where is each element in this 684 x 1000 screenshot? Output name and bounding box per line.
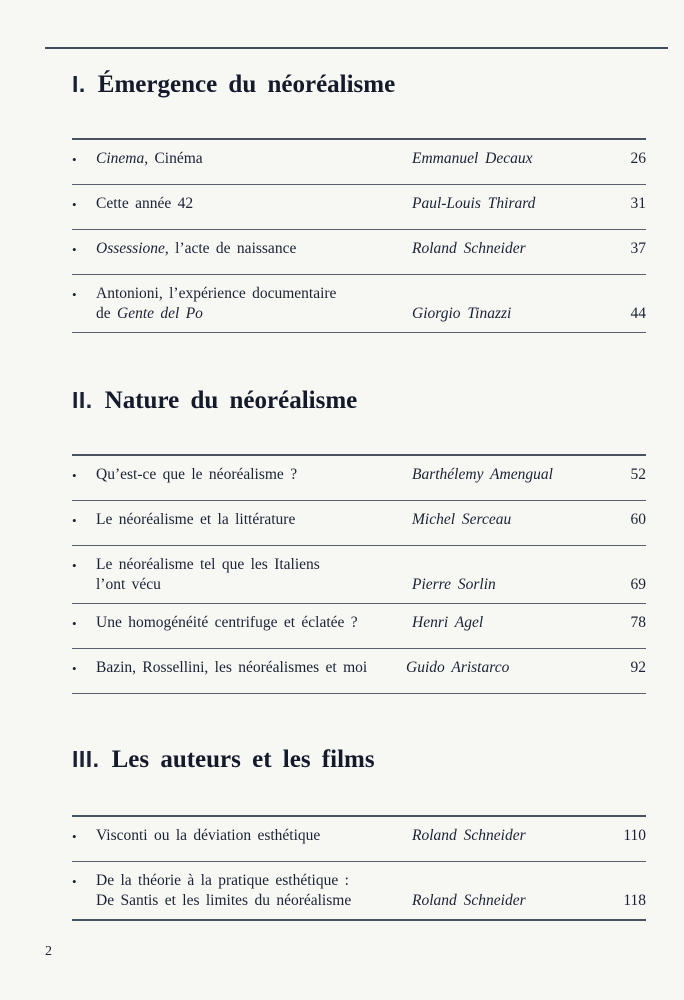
entry-title: Visconti ou la déviation esthétique xyxy=(96,827,321,844)
entry-title xyxy=(96,555,412,595)
entry-page-number[interactable]: 26 xyxy=(630,150,646,167)
toc-section-3 xyxy=(72,815,646,921)
entry-rule xyxy=(72,693,646,694)
bullet-icon: • xyxy=(72,874,77,889)
section-title: Émergence du néoréalisme xyxy=(97,71,396,98)
section-numeral: III. xyxy=(72,746,100,772)
bullet-icon: • xyxy=(72,152,77,167)
toc-entry[interactable] xyxy=(72,456,646,500)
toc-entry[interactable] xyxy=(72,546,646,603)
section-numeral: I. xyxy=(72,71,86,97)
bullet-icon: • xyxy=(72,513,77,528)
entry-author: Roland Schneider xyxy=(412,240,526,257)
entry-page-number[interactable]: 60 xyxy=(630,511,646,528)
entry-author: Giorgio Tinazzi xyxy=(412,305,512,322)
entry-author: Roland Schneider xyxy=(412,892,526,909)
section-numeral: II. xyxy=(72,387,93,413)
entry-page-number[interactable]: 92 xyxy=(630,659,646,676)
section-heading-3 xyxy=(72,746,375,774)
entry-author: Barthélemy Amengual xyxy=(412,466,553,483)
bullet-icon: • xyxy=(72,829,77,844)
entry-title xyxy=(96,284,412,324)
entry-author: Pierre Sorlin xyxy=(412,576,496,593)
bullet-icon: • xyxy=(72,468,77,483)
page-top-rule xyxy=(45,47,668,49)
bullet-icon: • xyxy=(72,616,77,631)
entry-title xyxy=(96,239,412,259)
entry-title-italic-part: Ossessione xyxy=(96,240,165,257)
entry-page-number[interactable]: 110 xyxy=(623,827,646,844)
bullet-icon: • xyxy=(72,242,77,257)
toc-entry[interactable] xyxy=(72,275,646,332)
entry-title: Le néoréalisme et la littérature xyxy=(96,511,296,528)
toc-entry[interactable] xyxy=(72,817,646,861)
entry-author: Henri Agel xyxy=(412,614,484,631)
entry-author: Paul-Louis Thirard xyxy=(412,195,536,212)
section-title: Nature du néoréalisme xyxy=(104,387,358,414)
entry-page-number[interactable]: 78 xyxy=(630,614,646,631)
toc-section-2 xyxy=(72,454,646,694)
entry-title-part: , Cinéma xyxy=(144,150,203,167)
bullet-icon: • xyxy=(72,197,77,212)
entry-author: Michel Serceau xyxy=(412,511,512,528)
bullet-icon: • xyxy=(72,287,77,302)
entry-title-line-2-prefix: de xyxy=(96,305,118,322)
entry-title-italic-part: Gente del Po xyxy=(117,305,203,322)
entry-title-line-2: De Santis et les limites du néoréalisme xyxy=(96,892,352,909)
section-bottom-rule xyxy=(72,919,646,921)
entry-title: Une homogénéité centrifuge et éclatée ? xyxy=(96,614,358,631)
entry-title-line-1: Antonioni, l’expérience documentaire xyxy=(96,285,337,302)
toc-entry[interactable] xyxy=(72,185,646,229)
section-title: Les auteurs et les films xyxy=(111,746,375,773)
entry-title xyxy=(96,149,412,169)
entry-author: Guido Aristarco xyxy=(406,659,510,676)
toc-entry[interactable] xyxy=(72,862,646,919)
section-heading-2 xyxy=(72,387,357,415)
entry-page-number[interactable]: 31 xyxy=(630,195,646,212)
entry-title-line-2: l’ont vécu xyxy=(96,576,161,593)
bullet-icon: • xyxy=(72,661,77,676)
section-heading-1 xyxy=(72,71,395,99)
entry-title-italic-part: Cinema xyxy=(96,150,145,167)
entry-author: Emmanuel Decaux xyxy=(412,150,533,167)
entry-title: Bazin, Rossellini, les néoréalismes et moi xyxy=(96,659,368,676)
entry-title-line-1: Le néoréalisme tel que les Italiens xyxy=(96,556,320,573)
entry-rule xyxy=(72,332,646,333)
entry-page-number[interactable]: 69 xyxy=(630,576,646,593)
entry-page-number[interactable]: 44 xyxy=(630,305,646,322)
entry-title: Cette année 42 xyxy=(96,195,194,212)
entry-title: Qu’est-ce que le néoréalisme ? xyxy=(96,466,298,483)
entry-author: Roland Schneider xyxy=(412,827,526,844)
toc-section-1 xyxy=(72,138,646,333)
entry-page-number[interactable]: 37 xyxy=(630,240,646,257)
folio-page-number: 2 xyxy=(45,944,52,959)
toc-entry[interactable] xyxy=(72,604,646,648)
entry-page-number[interactable]: 52 xyxy=(630,466,646,483)
entry-title-line-1: De la théorie à la pratique esthétique : xyxy=(96,872,349,889)
entry-title-part: , l’acte de naissance xyxy=(164,240,297,257)
entry-title xyxy=(96,871,412,911)
entry-page-number[interactable]: 118 xyxy=(623,892,646,909)
toc-entry[interactable] xyxy=(72,501,646,545)
toc-entry[interactable] xyxy=(72,140,646,184)
toc-entry[interactable] xyxy=(72,230,646,274)
bullet-icon: • xyxy=(72,558,77,573)
toc-entry[interactable] xyxy=(72,649,646,693)
